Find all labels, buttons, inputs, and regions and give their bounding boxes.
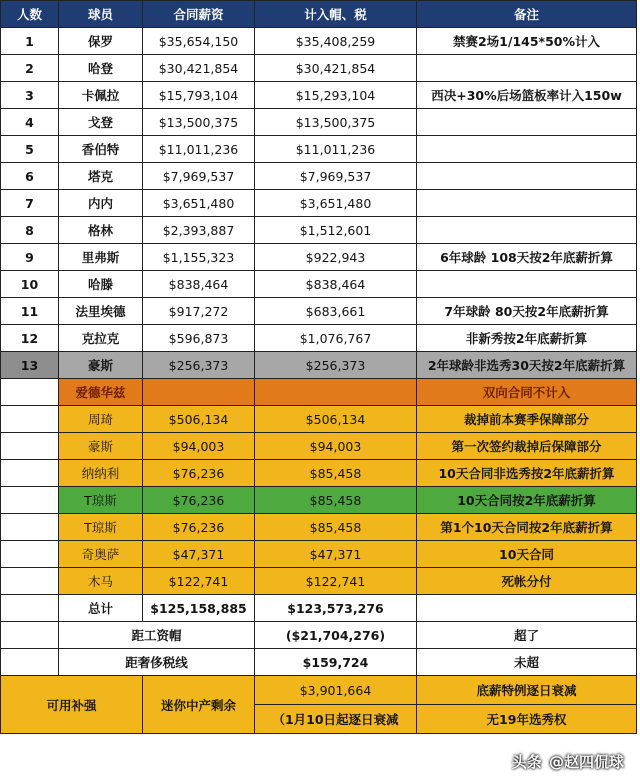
player-name: T琼斯 [59,514,143,541]
row-number [1,541,59,568]
table-row [1,28,637,55]
dead-money-row [1,460,637,487]
row-number: 8 [1,217,59,244]
cap-amount: $256,373 [255,352,417,379]
row-note: 裁掉前本赛季保障部分 [417,406,637,433]
cap-amount: $47,371 [255,541,417,568]
cap-amount: $13,500,375 [255,109,417,136]
mle-value-note: （1月10日起逐日衰减 [255,705,417,734]
cap-amount: $3,651,480 [255,190,417,217]
row-number: 7 [1,190,59,217]
contract-salary: $2,393,887 [143,217,255,244]
player-name: 内内 [59,190,143,217]
row-number: 13 [1,352,59,379]
row-number [1,433,59,460]
row-note: 禁赛2场1/145*50%计入 [417,28,637,55]
cap-amount: $15,293,104 [255,82,417,109]
cap-amount: $7,969,537 [255,163,417,190]
player-name: 保罗 [59,28,143,55]
exceptions-label: 可用补强 [1,676,143,734]
row-note: 10天合同 [417,541,637,568]
table-row [1,352,637,379]
row-number [1,514,59,541]
exceptions-row [1,676,637,705]
total-label: 总计 [59,595,143,622]
cap-amount: $94,003 [255,433,417,460]
table-row [1,82,637,109]
cap-amount: $122,741 [255,568,417,595]
row-note: 死帐分付 [417,568,637,595]
contract-salary: $917,272 [143,298,255,325]
row-note: 西决+30%后场篮板率计入150w [417,82,637,109]
player-name: 奇奥萨 [59,541,143,568]
row-number [1,595,59,622]
row-note: 双向合同不计入 [417,379,637,406]
row-note [417,595,637,622]
table-row [1,244,637,271]
row-note [417,271,637,298]
row-number [1,487,59,514]
row-note: 2年球龄非选秀30天按2年底薪折算 [417,352,637,379]
contract-salary: $35,654,150 [143,28,255,55]
row-note [417,55,637,82]
row-note [417,109,637,136]
contract-salary: $7,969,537 [143,163,255,190]
player-name: 哈滕 [59,271,143,298]
player-name: 周琦 [59,406,143,433]
total-salary: $125,158,885 [143,595,255,622]
cap-gap-row [1,622,637,649]
mle-label: 迷你中产剩余 [143,676,255,734]
exceptions-note-1: 底薪特例逐日衰减 [417,676,637,705]
contract-salary: $94,003 [143,433,255,460]
cap-amount: $922,943 [255,244,417,271]
row-note: 7年球龄 80天按2年底薪折算 [417,298,637,325]
contract-salary: $506,134 [143,406,255,433]
row-note [417,136,637,163]
row-number [1,568,59,595]
tax-gap-row [1,649,637,676]
tax-gap-label: 距奢侈税线 [59,649,255,676]
row-note [417,163,637,190]
exceptions-note-2: 无19年选秀权 [417,705,637,734]
cap-amount: $506,134 [255,406,417,433]
total-row [1,595,637,622]
contract-salary: $76,236 [143,487,255,514]
header-cap-tax: 计入帽、税 [255,1,417,28]
contract-salary: $122,741 [143,568,255,595]
cap-amount: $838,464 [255,271,417,298]
two-way-row [1,379,637,406]
table-row [1,325,637,352]
player-name: 卡佩拉 [59,82,143,109]
tax-gap-value: $159,724 [255,649,417,676]
watermark-prefix: 头条 [511,753,542,771]
cap-amount [255,379,417,406]
row-note [417,217,637,244]
player-name: 哈登 [59,55,143,82]
cap-amount: $85,458 [255,514,417,541]
table-row [1,55,637,82]
player-name: 塔克 [59,163,143,190]
header-salary: 合同薪资 [143,1,255,28]
row-note: 非新秀按2年底薪折算 [417,325,637,352]
row-number: 6 [1,163,59,190]
cap-amount: $85,458 [255,487,417,514]
contract-salary [143,379,255,406]
player-name: 豪斯 [59,352,143,379]
ten-day-row [1,487,637,514]
dead-money-row [1,514,637,541]
cap-gap-label: 距工资帽 [59,622,255,649]
player-name: 里弗斯 [59,244,143,271]
player-name: 克拉克 [59,325,143,352]
table-row [1,190,637,217]
row-number [1,406,59,433]
player-name: 纳纳利 [59,460,143,487]
row-number: 11 [1,298,59,325]
row-note: 10天合同非选秀按2年底薪折算 [417,460,637,487]
contract-salary: $15,793,104 [143,82,255,109]
tax-gap-note: 未超 [417,649,637,676]
contract-salary: $3,651,480 [143,190,255,217]
player-name: T琼斯 [59,487,143,514]
contract-salary: $596,873 [143,325,255,352]
watermark-handle: @赵四侃球 [548,753,624,771]
player-name: 香伯特 [59,136,143,163]
row-number [1,622,59,649]
total-cap: $123,573,276 [255,595,417,622]
cap-amount: $35,408,259 [255,28,417,55]
row-number: 3 [1,82,59,109]
row-number: 2 [1,55,59,82]
cap-amount: $1,076,767 [255,325,417,352]
player-name: 豪斯 [59,433,143,460]
cap-amount: $85,458 [255,460,417,487]
dead-money-row [1,433,637,460]
row-note: 6年球龄 108天按2年底薪折算 [417,244,637,271]
header-player: 球员 [59,1,143,28]
player-name: 木马 [59,568,143,595]
row-number: 9 [1,244,59,271]
contract-salary: $11,011,236 [143,136,255,163]
table-row [1,163,637,190]
contract-salary: $47,371 [143,541,255,568]
row-note: 10天合同按2年底薪折算 [417,487,637,514]
player-name: 法里埃德 [59,298,143,325]
mle-value: $3,901,664 [255,676,417,705]
player-name: 格林 [59,217,143,244]
contract-salary: $256,373 [143,352,255,379]
dead-money-row [1,406,637,433]
row-number [1,460,59,487]
contract-salary: $30,421,854 [143,55,255,82]
cap-amount: $30,421,854 [255,55,417,82]
header-row [1,1,637,28]
dead-money-row [1,568,637,595]
table-row [1,298,637,325]
row-number: 10 [1,271,59,298]
row-number [1,649,59,676]
row-note [417,190,637,217]
contract-salary: $13,500,375 [143,109,255,136]
cap-gap-value: ($21,704,276) [255,622,417,649]
contract-salary: $76,236 [143,460,255,487]
contract-salary: $76,236 [143,514,255,541]
table-row [1,109,637,136]
watermark [512,751,626,772]
cap-amount: $1,512,601 [255,217,417,244]
row-number: 1 [1,28,59,55]
contract-salary: $1,155,323 [143,244,255,271]
row-number: 12 [1,325,59,352]
row-number: 4 [1,109,59,136]
player-name: 爱德华兹 [59,379,143,406]
header-count: 人数 [1,1,59,28]
table-row [1,271,637,298]
row-number: 5 [1,136,59,163]
dead-money-row [1,541,637,568]
table-row [1,136,637,163]
row-note: 第1个10天合同按2年底薪折算 [417,514,637,541]
table-row [1,217,637,244]
header-note: 备注 [417,1,637,28]
contract-salary: $838,464 [143,271,255,298]
row-number [1,379,59,406]
cap-amount: $683,661 [255,298,417,325]
cap-amount: $11,011,236 [255,136,417,163]
row-note: 第一次签约裁掉后保障部分 [417,433,637,460]
cap-gap-note: 超了 [417,622,637,649]
player-name: 戈登 [59,109,143,136]
